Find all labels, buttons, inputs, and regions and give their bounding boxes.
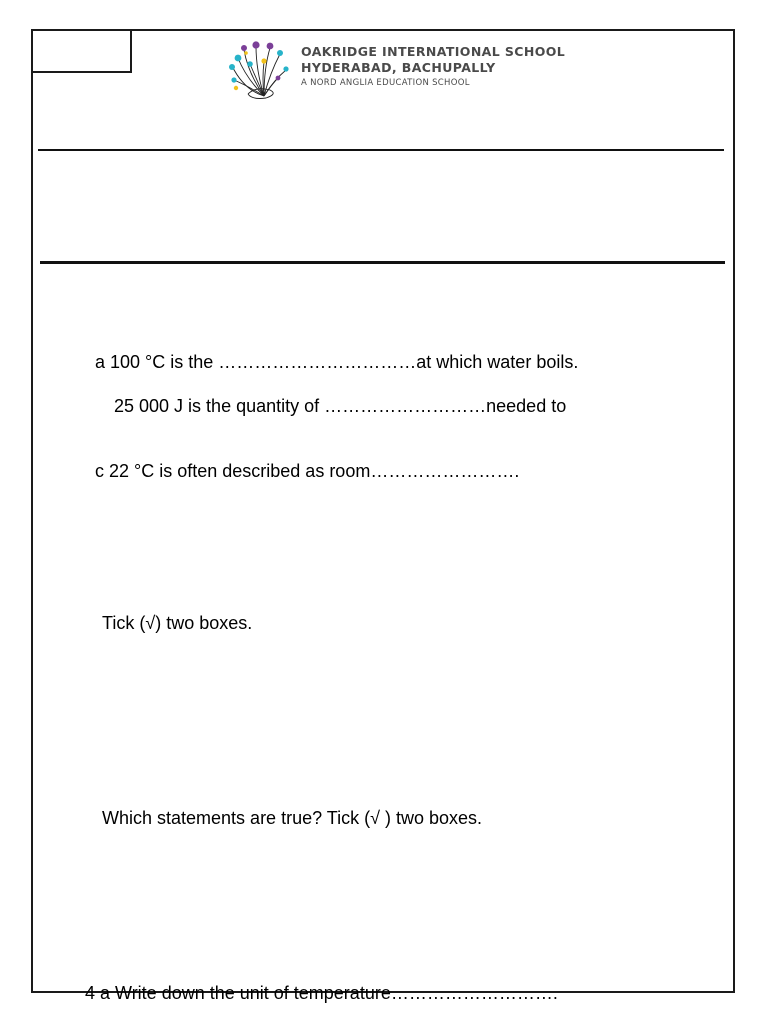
- school-logo-icon: [226, 38, 292, 100]
- question-a: a 100 °C is the ……………………………at which water boils.: [95, 352, 579, 372]
- header-divider-top: [38, 149, 724, 151]
- which-true-question: Which statements are true? Tick (√ ) two boxes.: [102, 808, 483, 828]
- header-divider-bottom: [40, 261, 725, 264]
- question-c: c 22 °C is often described as room…………………….: [95, 461, 520, 481]
- school-name: [301, 46, 565, 88]
- page-border: [31, 29, 735, 993]
- school-tagline: A NORD ANGLIA EDUCATION SCHOOL: [301, 78, 470, 88]
- corner-box: [31, 29, 132, 73]
- question-b: 25 000 J is the quantity of ………………………needed to: [114, 396, 567, 416]
- tick-instruction: Tick (√) two boxes.: [102, 613, 253, 633]
- school-name-line1: OAKRIDGE INTERNATIONAL SCHOOL: [301, 44, 566, 59]
- question-4a: 4 a Write down the unit of temperature……………………….: [85, 983, 558, 1003]
- school-name-line2: HYDERABAD, BACHUPALLY: [301, 59, 496, 75]
